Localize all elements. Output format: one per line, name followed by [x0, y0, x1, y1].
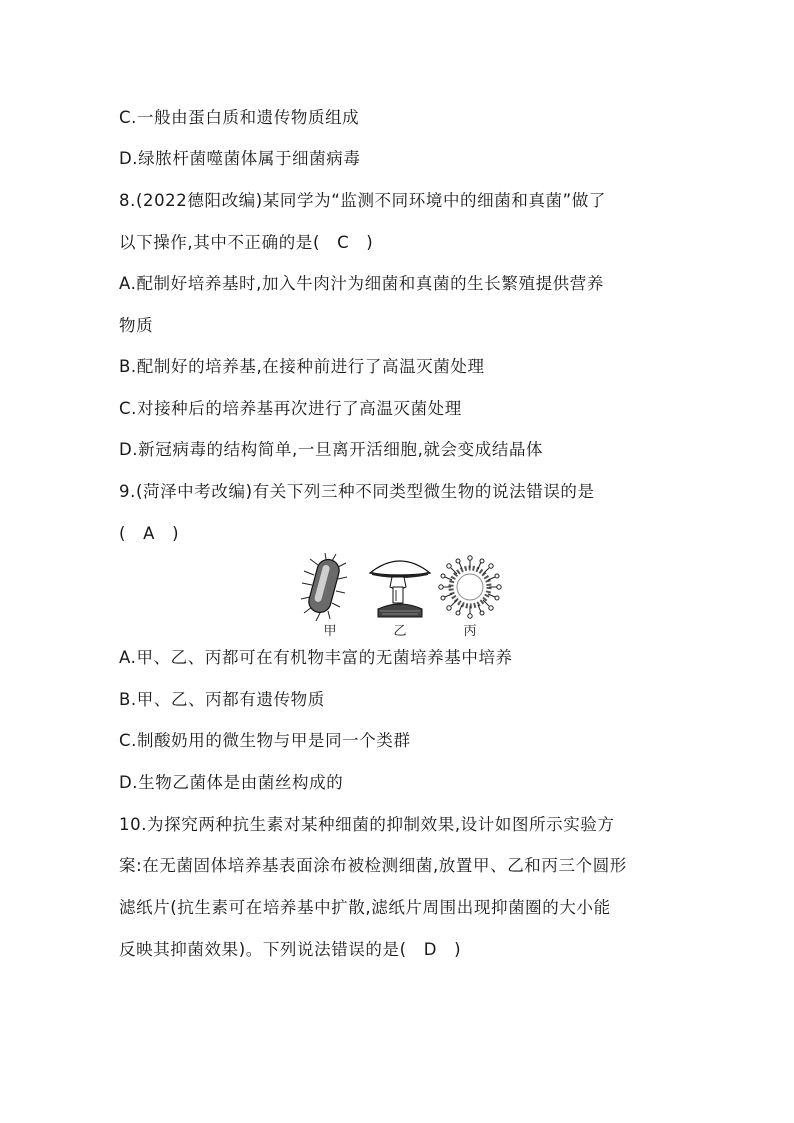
- microorganism-figure: [298, 553, 508, 643]
- text-line-q7-option-d: D.绿脓杆菌噬菌体属于细菌病毒: [119, 149, 361, 168]
- question-9-answer: ( A ): [119, 524, 180, 543]
- q8-option-a: A.配制好培养基时,加入牛肉汁为细菌和真菌的生长繁殖提供营养: [119, 274, 604, 293]
- question-10-stem-2: 案:在无菌固体培养基表面涂布被检测细菌,放置甲、乙和丙三个圆形: [119, 856, 627, 875]
- figure-item-bing: [438, 553, 502, 643]
- question-10-stem: 10.为探究两种抗生素对某种细菌的抑制效果,设计如图所示实验方: [119, 815, 615, 834]
- figure-item-yi: [368, 553, 432, 643]
- figure-label-jia: 甲: [323, 624, 337, 639]
- question-10-stem-4: 反映其抑菌效果)。下列说法错误的是( D ): [119, 940, 462, 959]
- question-8-stem: 8.(2022德阳改编)某同学为“监测不同环境中的细菌和真菌”做了: [119, 191, 607, 210]
- question-10-stem-3: 滤纸片(抗生素可在培养基中扩散,滤纸片周围出现抑菌圈的大小能: [119, 898, 611, 917]
- question-9-stem: 9.(菏泽中考改编)有关下列三种不同类型微生物的说法错误的是: [119, 482, 595, 501]
- q9-option-c: C.制酸奶用的微生物与甲是同一个类群: [119, 731, 411, 750]
- q8-option-c: C.对接种后的培养基再次进行了高温灭菌处理: [119, 399, 462, 418]
- figure-label-bing: 丙: [463, 624, 477, 639]
- q8-option-d: D.新冠病毒的结构简单,一旦离开活细胞,就会变成结晶体: [119, 440, 544, 459]
- q9-option-b: B.甲、乙、丙都有遗传物质: [119, 690, 325, 709]
- q8-option-a-cont: 物质: [119, 316, 154, 335]
- figure-item-jia: [298, 553, 362, 643]
- virus-icon: [438, 553, 502, 623]
- question-8-stem-cont: 以下操作,其中不正确的是( C ): [119, 233, 374, 252]
- figure-label-yi: 乙: [393, 624, 407, 639]
- text-line-q7-option-c: C.一般由蛋白质和遗传物质组成: [119, 108, 360, 127]
- q8-option-b: B.配制好的培养基,在接种前进行了高温灭菌处理: [119, 357, 485, 376]
- q9-option-d: D.生物乙菌体是由菌丝构成的: [119, 773, 344, 792]
- q9-option-a: A.甲、乙、丙都可在有机物丰富的无菌培养基中培养: [119, 648, 513, 667]
- mushroom-icon: [368, 553, 432, 623]
- bacterium-icon: [298, 553, 362, 623]
